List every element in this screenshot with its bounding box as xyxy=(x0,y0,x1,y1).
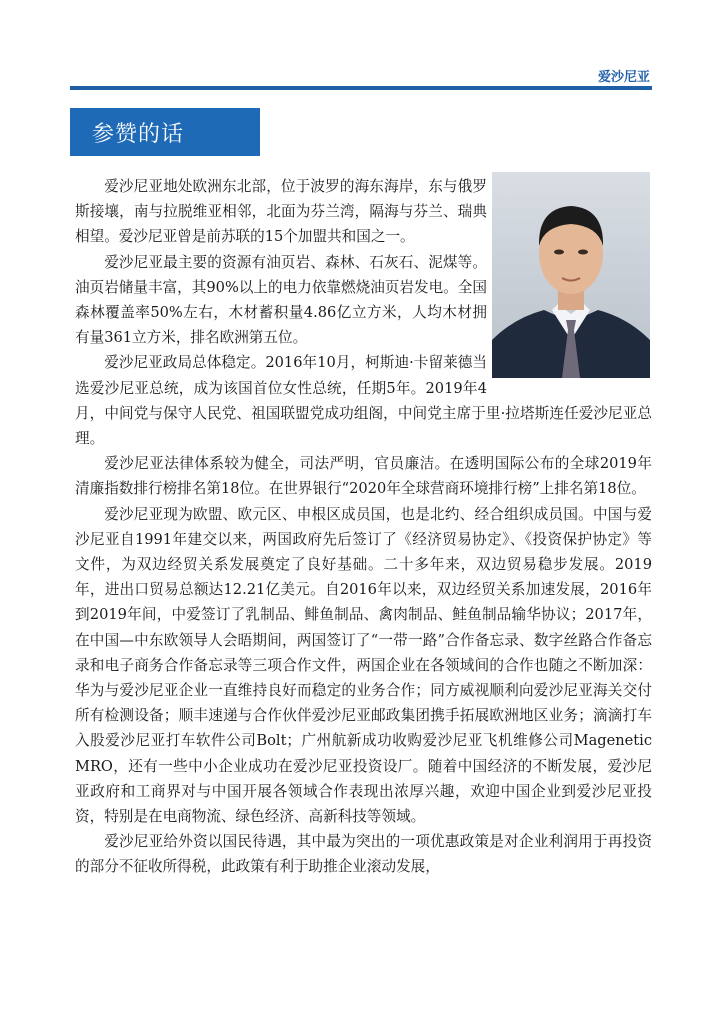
header-country-label: 爱沙尼亚 xyxy=(597,70,650,85)
photo-wrap-spacer xyxy=(487,174,652,390)
paragraph-politics: 爱沙尼亚政局总体稳定。2016年10月，柯斯迪·卡留莱德当选爱沙尼亚总统，成为该国首位女性总统，任期5年。2019年4月，中间党与保守人民党、祖国联盟党成功组阁，中间党主席于里·拉塔斯连任爱沙尼亚总理。 xyxy=(75,354,652,448)
body-text xyxy=(75,174,652,880)
header-rule xyxy=(70,86,652,90)
paragraph-investment: 爱沙尼亚给外资以国民待遇，其中最为突出的一项优惠政策是对企业利润用于再投资的部分不征收所得税，此政策有利于助推企业滚动发展， xyxy=(75,833,652,876)
paragraph-resources: 爱沙尼亚最主要的资源有油页岩、森林、石灰石、泥煤等。油页岩储量丰富，其90%以上的电力依靠燃烧油页岩发电。全国森林覆盖率50%左右，木材蓄积量4.86亿立方米，人均木材拥有量361立方米，排名欧洲第五位。 xyxy=(75,253,487,347)
paragraph-legal: 爱沙尼亚法律体系较为健全，司法严明，官员廉洁。在透明国际公布的全球2019年清廉指数排行榜排名第18位。在世界银行“2020年全球营商环境排行榜”上排名第18位。 xyxy=(75,455,652,498)
section-title-bar xyxy=(70,108,260,156)
section-title: 参赞的话 xyxy=(92,122,185,147)
paragraph-geography: 爱沙尼亚地处欧洲东北部，位于波罗的海东海岸，东与俄罗斯接壤，南与拉脱维亚相邻，北面为芬兰湾，隔海与芬兰、瑞典相望。爱沙尼亚曾是前苏联的15个加盟共和国之一。 xyxy=(75,178,487,246)
paragraph-cooperation: 爱沙尼亚现为欧盟、欧元区、申根区成员国，也是北约、经合组织成员国。中国与爱沙尼亚自1991年建交以来，两国政府先后签订了《经济贸易协定》、《投资保护协定》等文件，为双边经贸关系发展奠定了良好基础。二十多年来，双边贸易稳步发展。2019年，进出口贸易总额达12.21亿美元。自2016年以来，双边经贸关系加速发展，2016年到2019年间，中爱签订了乳制品、鲱鱼制品、禽肉制品、鲑鱼制品输华协议；2017年，在中国—中东欧领导人会晤期间，两国签订了“一带一路”合作备忘录、数字丝路合作备忘录和电子商务合作备忘录等三项合作文件，两国企业在各领域间的合作也随之不断加深：华为与爱沙尼亚企业一直维持良好而稳定的业务合作；同方威视顺利向爱沙尼亚海关交付所有检测设备；顺丰速递与合作伙伴爱沙尼亚邮政集团携手拓展欧洲地区业务；滴滴打车入股爱沙尼亚打车软件公司Bolt；广州航新成功收购爱沙尼亚飞机维修公司Magenetic MRO，还有一些中小企业成功在爱沙尼亚投资设厂。随着中国经济的不断发展，爱沙尼亚政府和工商界对与中国开展各领域合作表现出浓厚兴趣，欢迎中国企业到爱沙尼亚投资，特别是在电商物流、绿色经济、高新科技等领域。 xyxy=(75,505,652,826)
